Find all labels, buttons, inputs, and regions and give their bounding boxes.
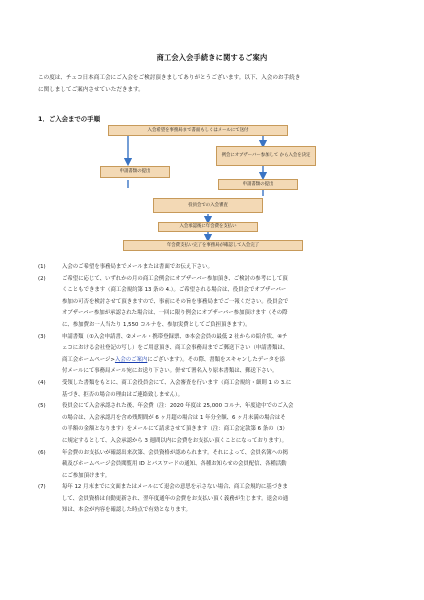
document-title: 商工会入会手続きに関するご案内 bbox=[156, 53, 268, 62]
step-line: 付メールにて事務局メール宛にお送り下さい。併せて署名入り原本書類は、郵送下さい。 bbox=[62, 368, 278, 375]
step-line: に規定するとして、入会承認から 3 週間以内に会費をお支払い頂くことになっております）。 bbox=[62, 437, 288, 444]
step-line: 知は、本会が内容を確認した時点で有効となります。 bbox=[62, 507, 191, 514]
flow-step-approval-payment: 入会承認後に年会費を支払い bbox=[158, 222, 258, 232]
step-line: オブザーバー参加が承認された場合は、一回に限り例会にオブザーバー参加頂けます（その際 bbox=[62, 310, 288, 317]
step-line-suffix: にございます）。その際、書類をスキャンしたデータを添 bbox=[147, 356, 285, 363]
step-number: (2) bbox=[38, 275, 46, 282]
step-line: 載及びホームページ会員閲覧用 ID とパスワードの通知、各種お知らせの会員配信、各種活動 bbox=[62, 461, 287, 468]
step-line: 入会のご希望を事務局までメールまたは書面でお伝え下さい。 bbox=[62, 264, 213, 270]
procedure-steps bbox=[38, 262, 388, 517]
step-line: して、会員資格は自動更新され、翌年度通年の会費をお支払い頂く義務が生じます。退会の通 bbox=[62, 495, 289, 502]
flow-step-observer: 例会にオブザーバー参加して から入会を決定 bbox=[216, 146, 316, 166]
step-number: (7) bbox=[38, 484, 46, 491]
step-line: 受領した書類をもとに、商工会役員会にて、入会審査を行います（商工会規約・細則 1 の 3.に bbox=[62, 379, 292, 386]
step-number: (1) bbox=[38, 264, 46, 270]
section-title: 1．ご入会までの手順 bbox=[38, 115, 100, 123]
step-line: 参加の可否を検討させて頂きますので、事前にその旨を事務局までご一報ください。役員会で bbox=[62, 298, 289, 305]
procedure-flowchart bbox=[98, 122, 328, 257]
step-line: 基づき、拒否の場合の理由はご連絡致しません）。 bbox=[62, 391, 184, 398]
step-3 bbox=[38, 332, 388, 378]
step-number: (3) bbox=[38, 333, 46, 340]
intro-line-2: に関しましてご案内させていただきます。 bbox=[38, 87, 144, 93]
step-number: (6) bbox=[38, 449, 46, 456]
step-line: くこともできます（商工会規約第 13 条の 4.）。ご希望される場合は、役員会でオブザーバー bbox=[62, 287, 287, 294]
flow-step-complete: 年会費支払い完了を事務局が確認して入会完了 bbox=[123, 240, 303, 251]
flow-step-application-2: 申請書類の提出 bbox=[218, 179, 298, 190]
step-line: 役員会にて入会承認された後、年会費（注：2020 年度は 25,000 コルナ、年度途中でのご入会 bbox=[62, 403, 294, 410]
step-line: の半額の金額となります）をメールにて請求させて頂きます（注：商工会定款第 6 条の（3） bbox=[62, 426, 288, 433]
flow-step-application: 申請書類の提出 bbox=[100, 166, 170, 178]
step-6 bbox=[38, 448, 388, 483]
step-line: 申請書類（①入会申請書、②メール・携帯登録票、③本会会員の最低 2 社からの紹介状、④チ bbox=[62, 333, 288, 340]
step-1 bbox=[38, 262, 388, 274]
step-line: ェコにおける会社登記の写し）をご用意頂き、商工会事務局までご郵送下さい（申請書類は、 bbox=[62, 345, 289, 352]
step-line-prefix: 商工会ホームページ> bbox=[62, 356, 115, 363]
step-number: (4) bbox=[38, 379, 46, 386]
flow-step-submit-wish: 入会希望を事務局まで書面もしくはメールにて送付 bbox=[108, 125, 288, 136]
step-line: の場合は、入会承認月を含め残期間が 6 ヶ月超の場合は 1 年分全額、6 ヶ月未満の場合はそ bbox=[62, 414, 286, 421]
step-line bbox=[62, 355, 388, 367]
flow-step-board-review: 役員会での入会審査 bbox=[153, 198, 263, 213]
step-line: ご希望に応じて、いずれかの月の商工会例会にオブザーバー参加頂き、ご検討の参考にして頂 bbox=[62, 275, 288, 282]
step-5 bbox=[38, 401, 388, 447]
intro-line-1: この度は、チェコ日本商工会にご入会をご検討頂きましてありがとうございます。以下、入会のお手続き bbox=[38, 75, 301, 81]
step-4 bbox=[38, 378, 388, 401]
step-2 bbox=[38, 274, 388, 332]
step-line: にご参加頂けます。 bbox=[62, 472, 111, 479]
step-line: 年会費のお支払いが確認出来次第、会員資格が認められます。それによって、会員名簿への掲 bbox=[62, 449, 288, 456]
step-line: 毎年 12 月末までに文面またはメールにて退会の意思を示さない場合、商工会規約に基づきま bbox=[62, 484, 288, 491]
membership-guide-link[interactable]: 入会のご案内 bbox=[114, 356, 148, 363]
step-line: に、参加費お一人当たり 1,550 コルナを、参加実費としてご負担頂きます）。 bbox=[62, 321, 251, 328]
step-7 bbox=[38, 482, 388, 517]
step-number: (5) bbox=[38, 403, 46, 410]
